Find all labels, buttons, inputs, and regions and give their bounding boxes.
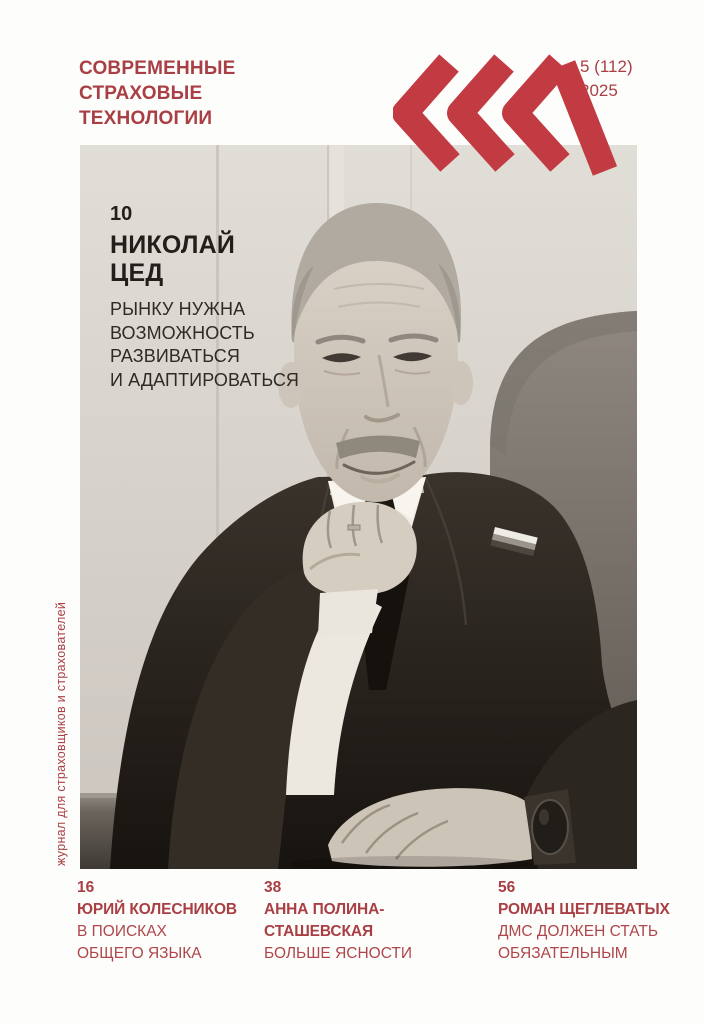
teaser-anna-polina-stashevskaya [264,877,479,965]
quote-line: И АДАПТИРОВАТЬСЯ [110,369,300,390]
logo-chevron-2 [460,63,505,163]
teaser-page-number: 38 [264,879,282,896]
teaser-title-line: ОБЯЗАТЕЛЬНЫМ [498,945,628,962]
issue-number: 5 (112) [580,57,633,76]
logo-graphic [393,53,621,179]
logo-leg [563,65,605,171]
magazine-title [79,56,236,131]
logo-chevron-1 [405,63,450,163]
quote-line: РЫНКУ НУЖНА [110,299,246,319]
teaser-author: ЮРИЙ КОЛЕСНИКОВ [77,901,237,918]
quote-line: ВОЗМОЖНОСТЬ [110,322,255,343]
teaser-page-number: 16 [77,879,95,896]
magazine-title-line1: СОВРЕМЕННЫЕ [79,58,236,79]
magazine-title-line2: СТРАХОВЫЕ [79,83,203,104]
cct-triple-chevron-logo-icon [393,53,621,179]
watch-face [532,800,568,854]
spine-tagline: журнал для страховщиков и страхователей [54,601,68,866]
ear-right [449,361,473,405]
teaser-title-line: ДМС ДОЛЖЕН СТАТЬ [498,923,659,940]
teaser-yuri-kolesnikov [77,877,292,965]
cover-story [110,203,299,392]
cover-story-page-number: 10 [110,203,133,225]
shirt-cuff [318,589,378,637]
cover-story-name-line1: НИКОЛАЙ [110,231,236,259]
ring [348,525,360,530]
logo-chevron-3 [515,63,560,163]
teaser-title-line: В ПОИСКАХ [77,923,167,940]
teaser-author: РОМАН ЩЕГЛЕВАТЫХ [498,901,670,918]
teaser-author: АННА ПОЛИНА-СТАШЕВСКАЯ [264,901,385,940]
cover-story-name [110,231,299,287]
cover-story-quote [110,298,299,392]
magazine-title-line3: ТЕХНОЛОГИИ [79,108,213,129]
teaser-roman-shcheglevatykh [498,877,704,965]
quote-line: РАЗВИВАТЬСЯ [110,346,240,366]
issue-year: 2025 [580,81,618,100]
teaser-page-number: 56 [498,879,516,896]
teaser-title-line: БОЛЬШЕ ЯСНОСТИ [264,945,412,962]
teaser-title-line: ОБЩЕГО ЯЗЫКА [77,945,202,962]
cover-story-name-line2: ЦЕД [110,259,164,287]
